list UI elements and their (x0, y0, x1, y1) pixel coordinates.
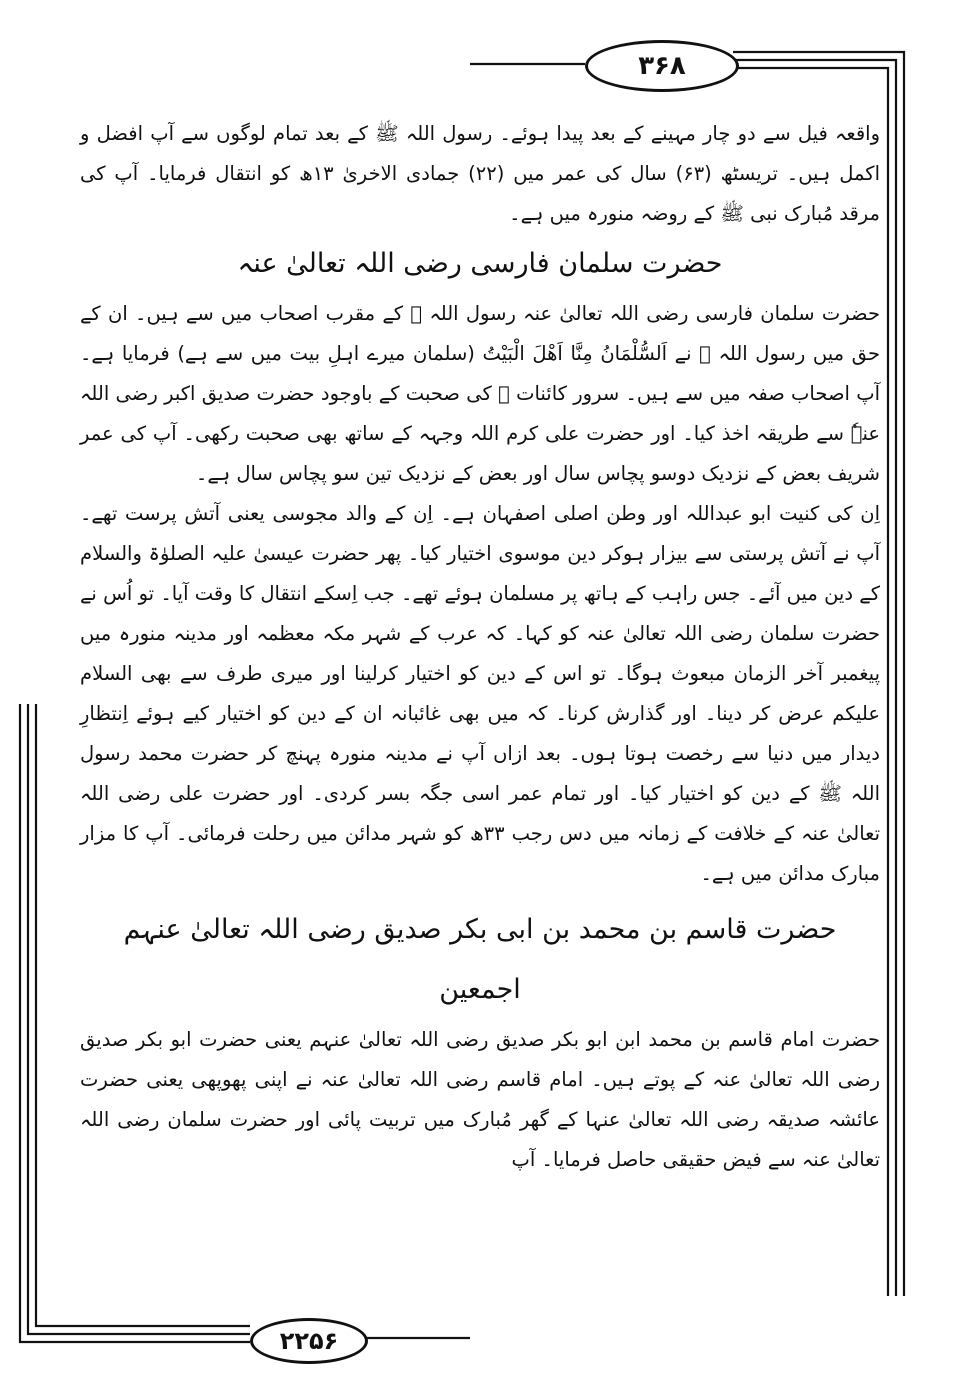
paragraph: اِن کی کنیت ابو عبداللہ اور وطن اصلی اصفہان ہے۔ اِن کے والد مجوسی یعنی آتش پرست تھے۔ آپ نے آتش پرستی سے بیزار ہوکر دین موسوی اختیار کیا۔ پھر حضرت عیسیٰ علیہ الصلوٰۃ والسلام کے دین میں آئے۔ جس راہب کے ہاتھ پر مسلمان ہوئے تھے۔ جب اِسکے انتقال کا وقت آیا۔ تو اُس نے حضرت سلمان رضی اللہ تعالیٰ عنہ کو کہا۔ کہ عرب کے شہر مکہ معظمہ اور مدینہ منورہ میں پیغمبر آخر الزمان مبعوث ہوگا۔ تو اس کے دین کو اختیار کرلینا اور میری طرف سے بھی السلام علیکم عرض کر دینا۔ اور گذارش کرنا۔ کہ میں بھی غائبانہ ان کے دین کو اختیار کیے ہوئے اِنتظارِ دیدار میں دنیا سے رخصت ہوتا ہوں۔ بعد ازاں آپ نے مدینہ منورہ پہنچ کر حضرت محمد رسول اللہ ﷺ کے دین کو اختیار کیا۔ اور تمام عمر اسی جگہ بسر کردی۔ اور حضرت علی رضی اللہ تعالیٰ عنہ کے خلافت کے زمانہ میں دس رجب ۳۳ھ کو شہر مدائن میں رحلت فرمائی۔ آپ کا مزار مبارک مدائن میں ہے۔ (80, 502, 880, 885)
paragraph: واقعہ فیل سے دو چار مہینے کے بعد پیدا ہوئے۔ رسول اللہ ﷺ کے بعد تمام لوگوں سے آپ افضل و اکمل ہیں۔ تریسٹھ (۶۳) سال کی عمر میں (۲۲) جمادی الاخریٰ ۱۳ھ کو انتقال فرمایا۔ آپ کی مرقد مُبارک نبی ﷺ کے روضہ منورہ میں ہے۔ (80, 122, 880, 225)
page-number: ۳۶۸ (638, 51, 686, 81)
page-body (80, 114, 880, 1180)
paragraph: حضرت امام قاسم بن محمد ابن ابو بکر صدیق رضی اللہ تعالیٰ عنہم یعنی حضرت ابو بکر صدیق رضی اللہ تعالیٰ عنہ کے پوتے ہیں۔ امام قاسم رضی اللہ تعالیٰ عنہ نے اپنی پھوپھی یعنی حضرت عائشہ صدیقہ رضی اللہ تعالیٰ عنہا کے گھر مُبارک میں تربیت پائی اور حضرت سلمان رضی اللہ تعالیٰ عنہ سے فیض حقیقی حاصل فرمایا۔ آپ (80, 1028, 880, 1171)
paragraph: حضرت سلمان فارسی رضی اللہ تعالیٰ عنہ رسول اللہ ﷺ کے مقرب اصحاب میں سے ہیں۔ ان کے حق میں رسول اللہ ﷺ نے اَلسُّلْمَانُ مِنَّا اَھْلَ الْبَیْتُ (سلمان میرے اہلِ بیت میں سے ہے) فرمایا ہے۔ آپ اصحاب صفہ میں سے ہیں۔ سرور کائنات ﷺ کی صحبت کے باوجود حضرت صدیق اکبر رضی اللہ عنہٗ سے طریقہ اخذ کیا۔ اور حضرت علی کرم اللہ وجہہ کے ساتھ بھی صحبت رکھی۔ آپ کی عمر شریف بعض کے نزدیک دوسو پچاس سال اور بعض کے نزدیک تین سو پچاس سال ہے۔ (80, 302, 880, 485)
footer-page-number-badge (250, 1318, 368, 1364)
section-heading: حضرت سلمان فارسی رضی اللہ تعالیٰ عنہ (237, 248, 723, 279)
footer-page-number: ۲۲۵۶ (279, 1327, 339, 1355)
section-heading: حضرت قاسم بن محمد بن ابی بکر صدیق رضی اللہ تعالیٰ عنہم اجمعین (123, 914, 837, 1005)
page-number-badge (585, 40, 739, 92)
